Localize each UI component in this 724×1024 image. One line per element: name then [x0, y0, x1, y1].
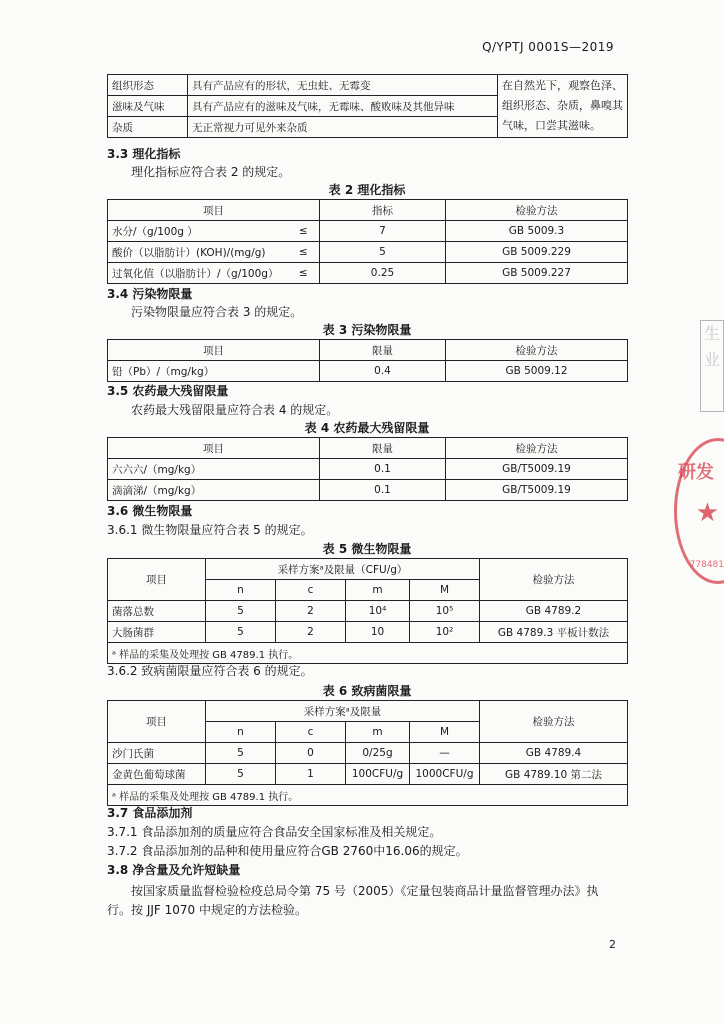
col-header-method: 检验方法 [446, 438, 628, 459]
table4 [107, 437, 628, 501]
table-note-row [108, 785, 628, 806]
table6-caption: 表 6 致病菌限量 [322, 684, 412, 698]
table-row [108, 221, 628, 242]
table-row [108, 75, 628, 96]
col-header-method: 检验方法 [446, 340, 628, 361]
c-cell: 2 [276, 622, 346, 643]
section-3-6-2-text: 3.6.2 致病菌限量应符合表 6 的规定。 [107, 664, 313, 678]
value-cell: 0.4 [320, 361, 446, 382]
page-number: 2 [609, 938, 616, 951]
item-cell: 过氧化值（以脂肪计）/（g/100g） [108, 263, 288, 284]
method-cell: GB 5009.3 [446, 221, 628, 242]
value-cell: 0.1 [320, 480, 446, 501]
subheader-M: M [410, 722, 480, 743]
section-3-8-text-1: 按国家质量监督检验检疫总局令第 75 号（2005）《定量包装商品计量监督管理办法》执 [131, 884, 599, 898]
sensory-requirement: 无正常视力可见外来杂质 [188, 117, 498, 138]
value-cell: 0.25 [320, 263, 446, 284]
sensory-table [107, 74, 628, 138]
method-cell: GB 5009.12 [446, 361, 628, 382]
table-row [108, 743, 628, 764]
operator-cell: ≤ [288, 242, 320, 263]
table2 [107, 199, 628, 284]
col-header-limit: 限量 [320, 340, 446, 361]
seal-star-icon: ★ [695, 498, 719, 528]
section-3-4-text: 污染物限量应符合表 3 的规定。 [131, 305, 303, 319]
value-cell: 5 [320, 242, 446, 263]
M-cell: 1000CFU/g [410, 764, 480, 785]
sensory-item: 杂质 [108, 117, 188, 138]
n-cell: 5 [206, 743, 276, 764]
method-cell: GB 5009.227 [446, 263, 628, 284]
item-cell: 酸价（以脂肪计）(KOH)/(mg/g) [108, 242, 288, 263]
item-cell: 金黄色葡萄球菌 [108, 764, 206, 785]
col-header-item: 项目 [108, 200, 320, 221]
M-cell: 10² [410, 622, 480, 643]
subheader-n: n [206, 580, 276, 601]
table5 [107, 558, 628, 664]
col-header-limit: 限量 [320, 438, 446, 459]
col-header-plan: 采样方案ᵃ及限量 [206, 701, 480, 722]
seal-digits: 778481 [689, 560, 724, 570]
M-cell: 10⁵ [410, 601, 480, 622]
n-cell: 5 [206, 764, 276, 785]
table-row [108, 601, 628, 622]
operator-cell: ≤ [288, 221, 320, 242]
n-cell: 5 [206, 622, 276, 643]
sensory-item: 滋味及气味 [108, 96, 188, 117]
table-row [108, 361, 628, 382]
section-3-6-title: 3.6 微生物限量 [107, 504, 193, 518]
table-row [108, 480, 628, 501]
section-3-5-text: 农药最大残留限量应符合表 4 的规定。 [131, 403, 339, 417]
sensory-requirement: 具有产品应有的滋味及气味，无霉味、酸败味及其他异味 [188, 96, 498, 117]
col-header-method: 检验方法 [480, 559, 628, 601]
col-header-method: 检验方法 [446, 200, 628, 221]
method-cell: GB 4789.2 [480, 601, 628, 622]
table6-note: ᵃ 样品的采集及处理按 GB 4789.1 执行。 [108, 785, 628, 806]
M-cell: — [410, 743, 480, 764]
col-header-method: 检验方法 [480, 701, 628, 743]
section-3-8-text-2: 行。按 JJF 1070 中规定的方法检验。 [107, 903, 307, 917]
method-cell: GB 4789.4 [480, 743, 628, 764]
sensory-method: 在自然光下，观察色泽、组织形态、杂质，鼻嗅其气味，口尝其滋味。 [498, 75, 628, 138]
table3-caption: 表 3 污染物限量 [322, 323, 412, 337]
subheader-c: c [276, 722, 346, 743]
section-3-8-title: 3.8 净含量及允许短缺量 [107, 863, 241, 877]
table2-caption: 表 2 理化指标 [328, 183, 406, 197]
col-header-item: 项目 [108, 438, 320, 459]
table-header-row [108, 200, 628, 221]
c-cell: 2 [276, 601, 346, 622]
subheader-m: m [346, 580, 410, 601]
m-cell: 10⁴ [346, 601, 410, 622]
m-cell: 10 [346, 622, 410, 643]
item-cell: 铅（Pb）/（mg/kg） [108, 361, 320, 382]
method-cell: GB 4789.3 平板计数法 [480, 622, 628, 643]
sensory-item: 组织形态 [108, 75, 188, 96]
table6 [107, 700, 628, 806]
method-cell: GB/T5009.19 [446, 480, 628, 501]
table-header-row [108, 340, 628, 361]
table5-note: ᵃ 样品的采集及处理按 GB 4789.1 执行。 [108, 643, 628, 664]
table-row [108, 242, 628, 263]
item-cell: 沙门氏菌 [108, 743, 206, 764]
item-cell: 六六六/（mg/kg） [108, 459, 320, 480]
subheader-M: M [410, 580, 480, 601]
table-row [108, 459, 628, 480]
value-cell: 0.1 [320, 459, 446, 480]
section-3-7-1-text: 3.7.1 食品添加剂的质量应符合食品安全国家标准及相关规定。 [107, 825, 442, 839]
sensory-requirement: 具有产品应有的形状，无虫蛀、无霉变 [188, 75, 498, 96]
col-header-value: 指标 [320, 200, 446, 221]
section-3-7-title: 3.7 食品添加剂 [107, 806, 193, 820]
item-cell: 滴滴涕/（mg/kg） [108, 480, 320, 501]
col-header-item: 项目 [108, 701, 206, 743]
item-cell: 菌落总数 [108, 601, 206, 622]
operator-cell: ≤ [288, 263, 320, 284]
table-header-row [108, 701, 628, 722]
method-cell: GB 5009.229 [446, 242, 628, 263]
m-cell: 100CFU/g [346, 764, 410, 785]
item-cell: 大肠菌群 [108, 622, 206, 643]
col-header-item: 项目 [108, 559, 206, 601]
m-cell: 0/25g [346, 743, 410, 764]
side-stamp: 生业 [700, 320, 724, 412]
section-3-4-title: 3.4 污染物限量 [107, 287, 193, 301]
seal-text: 研发 [678, 462, 714, 483]
subheader-c: c [276, 580, 346, 601]
table-row [108, 263, 628, 284]
doc-code-header: Q/YPTJ 0001S—2019 [482, 40, 614, 54]
col-header-plan: 采样方案ᵃ及限量（CFU/g） [206, 559, 480, 580]
table-header-row [108, 559, 628, 580]
section-3-3-text: 理化指标应符合表 2 的规定。 [131, 165, 291, 179]
table-header-row [108, 438, 628, 459]
table4-caption: 表 4 农药最大残留限量 [304, 421, 430, 435]
item-cell: 水分/（g/100g ） [108, 221, 288, 242]
section-3-3-title: 3.3 理化指标 [107, 147, 181, 161]
c-cell: 0 [276, 743, 346, 764]
table-row [108, 622, 628, 643]
n-cell: 5 [206, 601, 276, 622]
c-cell: 1 [276, 764, 346, 785]
subheader-m: m [346, 722, 410, 743]
col-header-item: 项目 [108, 340, 320, 361]
section-3-6-1-text: 3.6.1 微生物限量应符合表 5 的规定。 [107, 523, 313, 537]
method-cell: GB/T5009.19 [446, 459, 628, 480]
table3 [107, 339, 628, 382]
subheader-n: n [206, 722, 276, 743]
table5-caption: 表 5 微生物限量 [322, 542, 412, 556]
method-cell: GB 4789.10 第二法 [480, 764, 628, 785]
table-row [108, 764, 628, 785]
section-3-7-2-text: 3.7.2 食品添加剂的品种和使用量应符合GB 2760中16.06的规定。 [107, 844, 468, 858]
table-note-row [108, 643, 628, 664]
section-3-5-title: 3.5 农药最大残留限量 [107, 384, 229, 398]
value-cell: 7 [320, 221, 446, 242]
